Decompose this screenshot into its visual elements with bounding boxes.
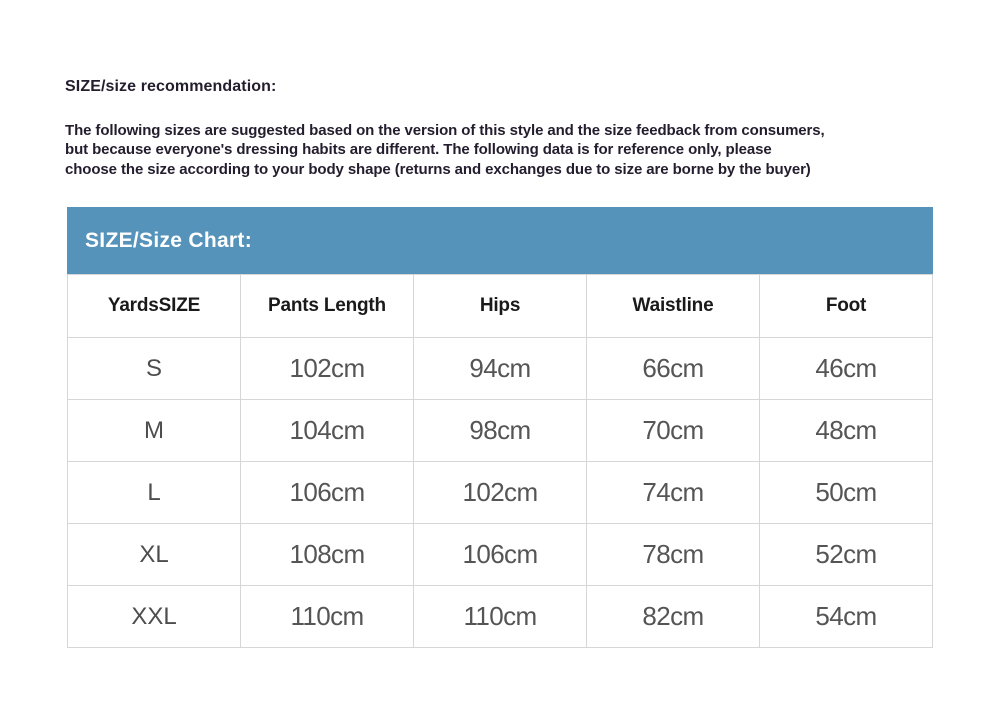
recommendation-title: SIZE/size recommendation: — [65, 78, 277, 95]
size-chart-banner — [67, 207, 933, 274]
table-row-m — [68, 400, 933, 462]
column-header-pants-length: Pants Length — [241, 275, 414, 338]
recommendation-line-2: but because everyone's dressing habits are different. The following data is for reference only, please — [65, 141, 772, 159]
value-cell: 106cm — [414, 524, 587, 586]
value-cell: 74cm — [587, 462, 760, 524]
table-row-l — [68, 462, 933, 524]
column-header-waistline: Waistline — [587, 275, 760, 338]
size-cell: M — [68, 400, 241, 462]
size-cell: S — [68, 338, 241, 400]
table-row-xxl — [68, 586, 933, 648]
value-cell: 98cm — [414, 400, 587, 462]
value-cell: 102cm — [241, 338, 414, 400]
value-cell: 110cm — [241, 586, 414, 648]
table-row-s — [68, 338, 933, 400]
value-cell: 94cm — [414, 338, 587, 400]
size-cell: XXL — [68, 586, 241, 648]
value-cell: 54cm — [760, 586, 933, 648]
size-chart-header-row — [68, 275, 933, 338]
value-cell: 102cm — [414, 462, 587, 524]
value-cell: 66cm — [587, 338, 760, 400]
recommendation-line-1: The following sizes are suggested based on the version of this style and the size feedback from consumers, — [65, 122, 825, 139]
value-cell: 108cm — [241, 524, 414, 586]
size-cell: L — [68, 462, 241, 524]
size-chart-table — [67, 274, 933, 648]
value-cell: 48cm — [760, 400, 933, 462]
column-header-hips: Hips — [414, 275, 587, 338]
size-cell: XL — [68, 524, 241, 586]
recommendation-text — [65, 121, 825, 179]
column-header-foot: Foot — [760, 275, 933, 338]
value-cell: 106cm — [241, 462, 414, 524]
value-cell: 52cm — [760, 524, 933, 586]
value-cell: 104cm — [241, 400, 414, 462]
value-cell: 50cm — [760, 462, 933, 524]
value-cell: 70cm — [587, 400, 760, 462]
value-cell: 78cm — [587, 524, 760, 586]
size-chart-banner-title: SIZE/Size Chart: — [85, 228, 252, 252]
table-row-xl — [68, 524, 933, 586]
value-cell: 82cm — [587, 586, 760, 648]
recommendation-line-3: choose the size according to your body shape (returns and exchanges due to size are borne by the buyer) — [65, 160, 811, 178]
column-header-yardssize: YardsSIZE — [68, 275, 241, 338]
value-cell: 110cm — [414, 586, 587, 648]
value-cell: 46cm — [760, 338, 933, 400]
